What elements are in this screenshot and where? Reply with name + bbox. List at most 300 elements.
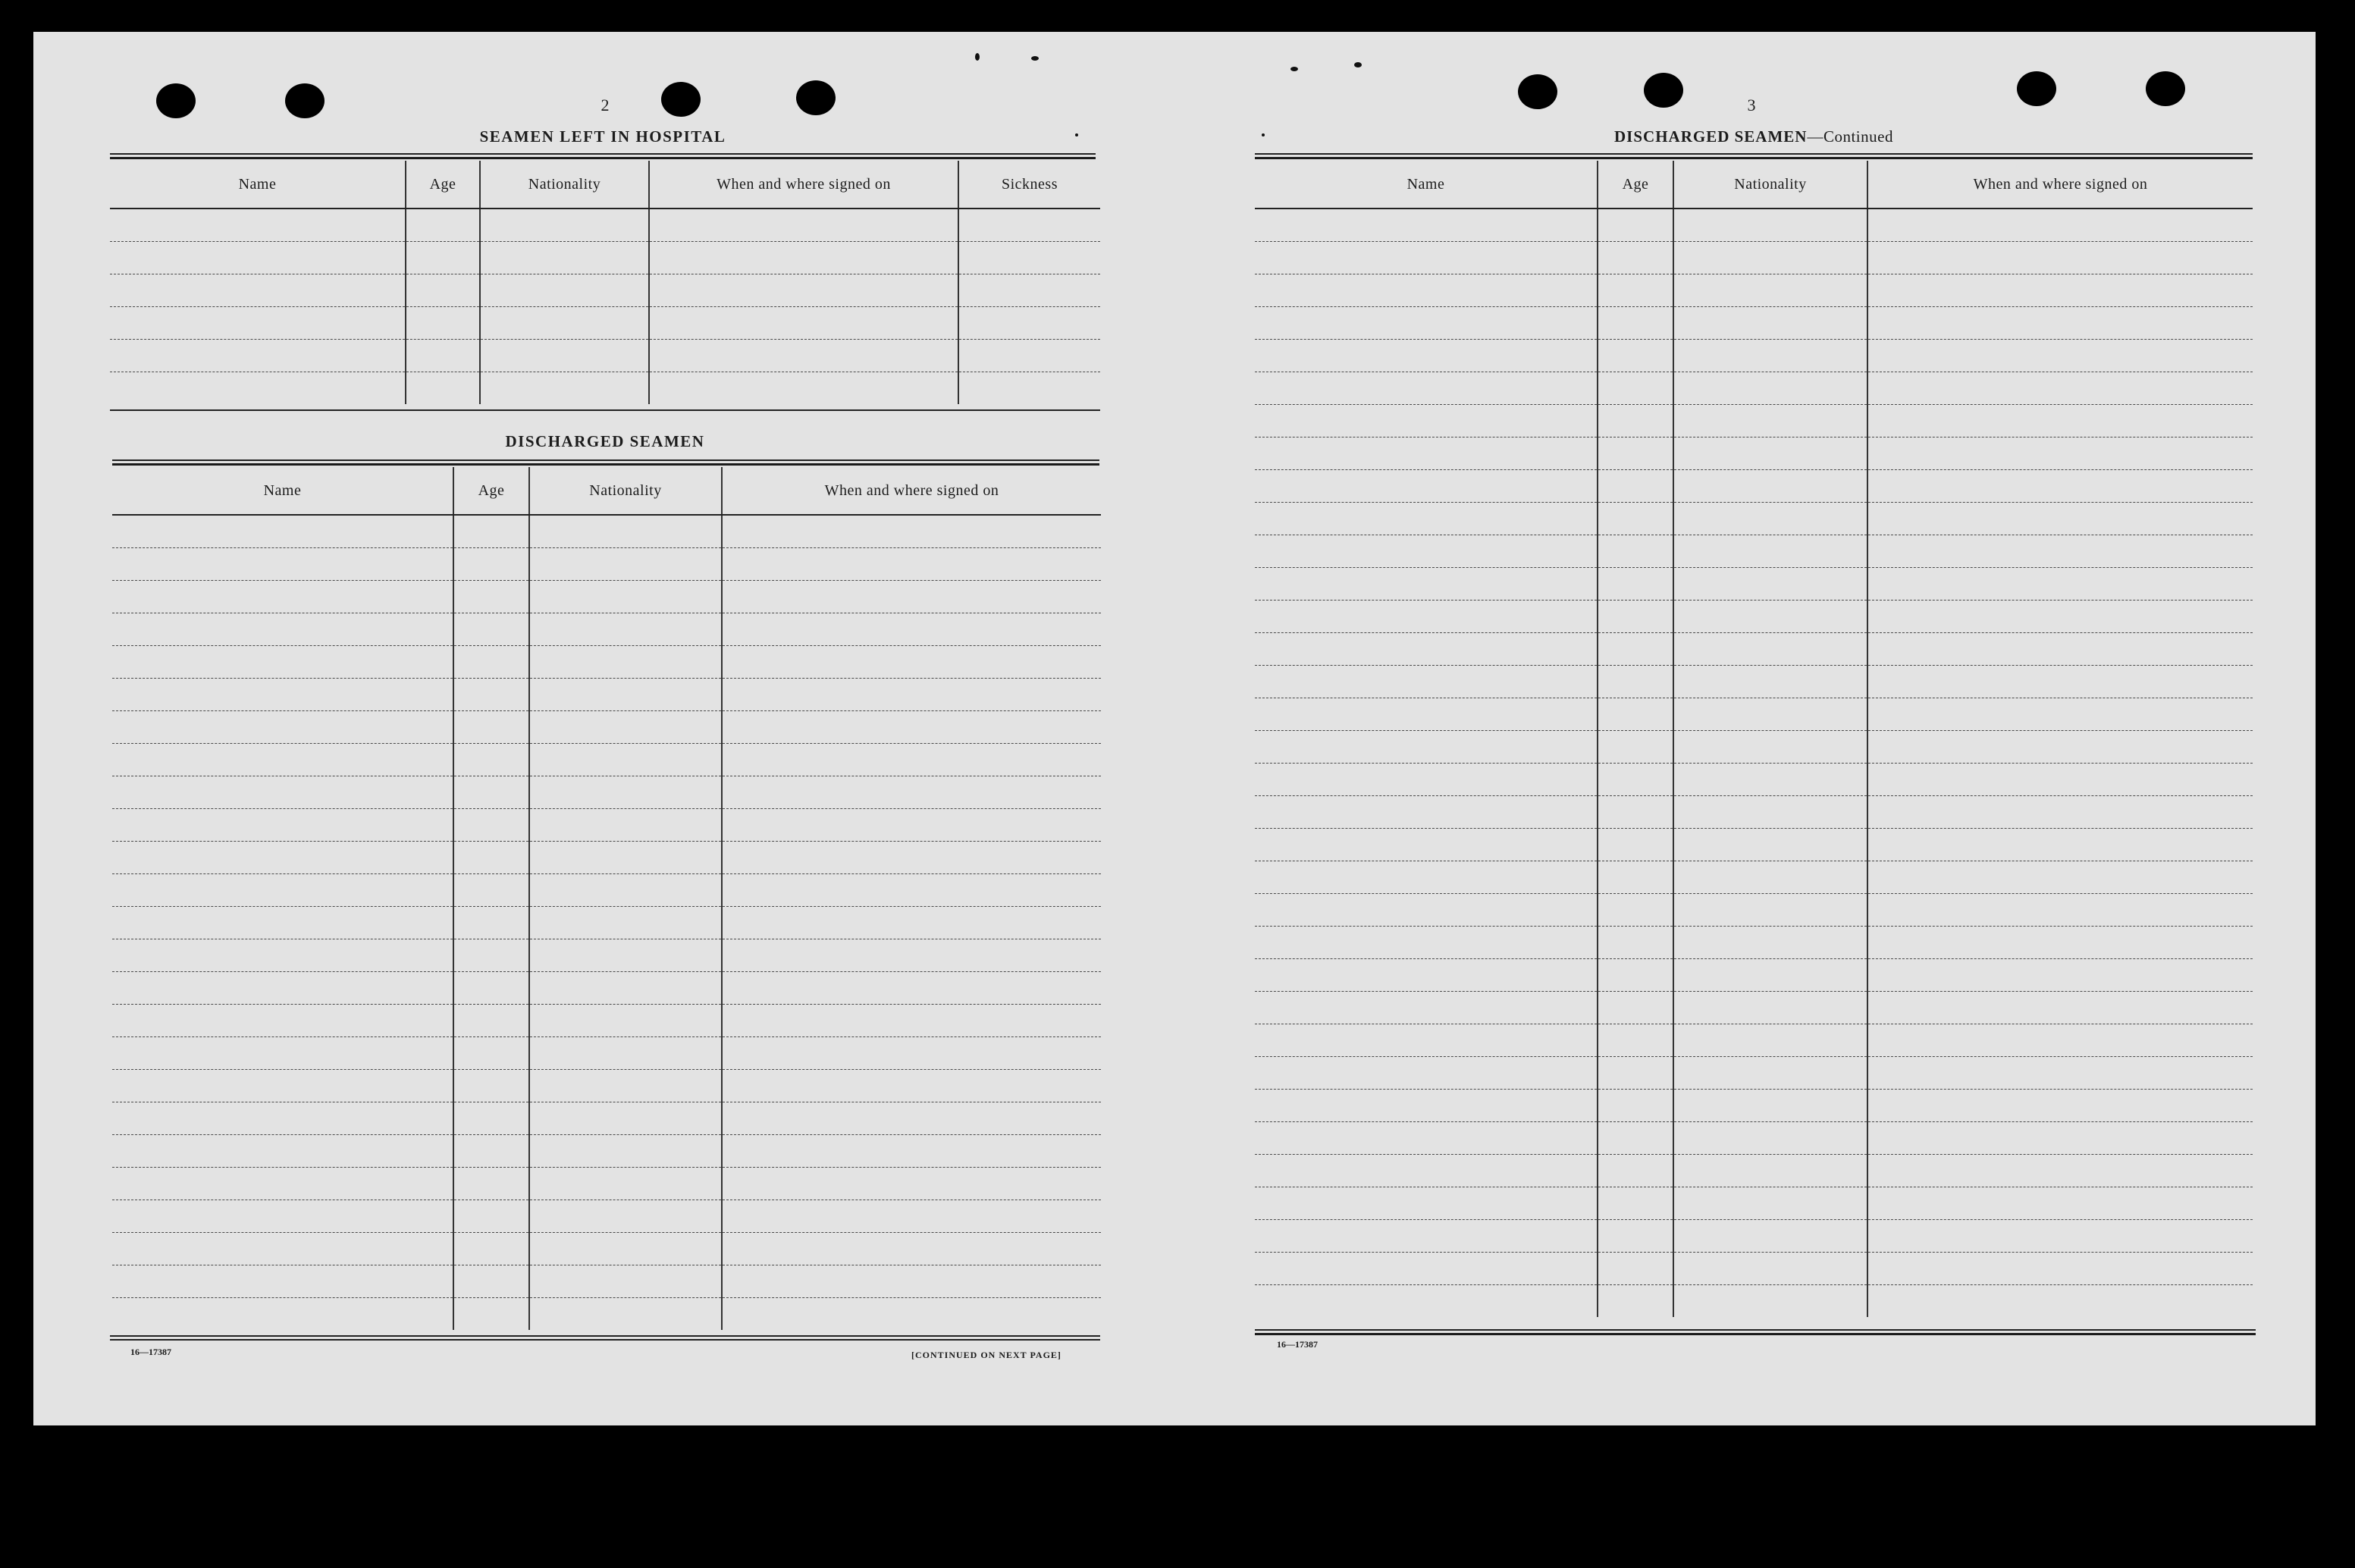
punch-hole bbox=[2146, 71, 2185, 106]
speck bbox=[1290, 67, 1298, 71]
form-number: 16—17387 bbox=[130, 1347, 171, 1357]
table-cell bbox=[1867, 894, 2253, 927]
table-cell bbox=[110, 307, 406, 340]
table-cell bbox=[1598, 242, 1673, 274]
table-cell bbox=[112, 842, 453, 874]
table-cell bbox=[112, 679, 453, 711]
table-row bbox=[1255, 1024, 2253, 1057]
table-cell bbox=[453, 744, 529, 776]
table-row bbox=[112, 1037, 1101, 1070]
rule bbox=[110, 1339, 1100, 1341]
table-row bbox=[1255, 340, 2253, 372]
table-row bbox=[110, 242, 1100, 274]
table-cell bbox=[722, 874, 1101, 907]
table-row bbox=[1255, 601, 2253, 633]
table-cell bbox=[1255, 405, 1598, 437]
table-cell bbox=[1255, 503, 1598, 535]
table-cell bbox=[406, 242, 480, 274]
table-cell bbox=[110, 340, 406, 372]
table-cell bbox=[1867, 959, 2253, 992]
table-cell bbox=[722, 1265, 1101, 1298]
table-cell bbox=[112, 515, 453, 548]
table-cell bbox=[1673, 437, 1867, 470]
table-cell bbox=[722, 515, 1101, 548]
table-cell bbox=[1673, 274, 1867, 307]
table-cell bbox=[529, 1037, 722, 1070]
speck bbox=[975, 53, 980, 61]
table-cell bbox=[112, 1037, 453, 1070]
table-row bbox=[112, 613, 1101, 646]
table-cell bbox=[112, 613, 453, 646]
speck bbox=[1031, 56, 1039, 61]
table-cell bbox=[1598, 1122, 1673, 1155]
table-row bbox=[1255, 1122, 2253, 1155]
table-cell bbox=[1598, 601, 1673, 633]
table-row bbox=[1255, 307, 2253, 340]
table-row bbox=[112, 744, 1101, 776]
table-cell bbox=[1673, 894, 1867, 927]
table-cell bbox=[453, 1135, 529, 1168]
table-cell bbox=[529, 1070, 722, 1102]
table-cell bbox=[1673, 698, 1867, 731]
form-number: 16—17387 bbox=[1277, 1339, 1318, 1350]
table-cell bbox=[1673, 992, 1867, 1024]
table-cell bbox=[529, 1102, 722, 1135]
table-cell bbox=[1867, 764, 2253, 796]
table-row bbox=[1255, 242, 2253, 274]
table-cell bbox=[1867, 503, 2253, 535]
table-cell bbox=[649, 274, 958, 307]
table-row bbox=[112, 1200, 1101, 1233]
table-cell bbox=[112, 874, 453, 907]
table-cell bbox=[110, 242, 406, 274]
table-cell bbox=[1867, 405, 2253, 437]
table-cell bbox=[1598, 992, 1673, 1024]
table-cell bbox=[722, 679, 1101, 711]
table-cell bbox=[1867, 1090, 2253, 1122]
table-cell bbox=[1598, 666, 1673, 698]
table-cell bbox=[1673, 731, 1867, 764]
table-cell bbox=[722, 1005, 1101, 1037]
column-header-signed-on: When and where signed on bbox=[1867, 161, 2253, 209]
discharged-continued-title-text: DISCHARGED SEAMEN bbox=[1614, 127, 1808, 146]
table-cell bbox=[1255, 340, 1598, 372]
table-cell bbox=[1867, 340, 2253, 372]
table-cell bbox=[529, 515, 722, 548]
table-cell bbox=[649, 307, 958, 340]
table-cell bbox=[722, 842, 1101, 874]
table-cell bbox=[529, 1168, 722, 1200]
table-cell bbox=[1255, 1187, 1598, 1220]
hospital-section-title bbox=[110, 127, 1096, 146]
table-row bbox=[112, 809, 1101, 842]
table-cell bbox=[112, 1070, 453, 1102]
table-cell bbox=[1598, 1187, 1673, 1220]
table-row bbox=[110, 340, 1100, 372]
table-row bbox=[112, 939, 1101, 972]
table-cell bbox=[1673, 1285, 1867, 1318]
table-cell bbox=[112, 972, 453, 1005]
table-row bbox=[1255, 1253, 2253, 1285]
table-cell bbox=[1598, 731, 1673, 764]
table-row bbox=[112, 972, 1101, 1005]
punch-hole bbox=[2017, 71, 2056, 106]
table-cell bbox=[1598, 470, 1673, 503]
table-cell bbox=[480, 340, 649, 372]
table-cell bbox=[722, 972, 1101, 1005]
table-cell bbox=[1598, 1220, 1673, 1253]
table-row bbox=[1255, 829, 2253, 861]
table-cell bbox=[529, 679, 722, 711]
table-row bbox=[112, 874, 1101, 907]
table-cell bbox=[112, 1005, 453, 1037]
table-cell bbox=[453, 711, 529, 744]
table-cell bbox=[529, 972, 722, 1005]
table-cell bbox=[1255, 1057, 1598, 1090]
table-cell bbox=[958, 307, 1100, 340]
table-row bbox=[1255, 470, 2253, 503]
table-row bbox=[112, 1102, 1101, 1135]
rule bbox=[1255, 157, 2253, 159]
table-cell bbox=[529, 646, 722, 679]
table-cell bbox=[112, 711, 453, 744]
hospital-section-title-text: SEAMEN LEFT IN HOSPITAL bbox=[479, 127, 726, 146]
table-row bbox=[1255, 764, 2253, 796]
table-row bbox=[110, 209, 1100, 242]
table-row bbox=[1255, 796, 2253, 829]
table-cell bbox=[1673, 633, 1867, 666]
table-cell bbox=[1255, 1285, 1598, 1318]
table-header-row bbox=[1255, 161, 2253, 209]
table-cell bbox=[722, 711, 1101, 744]
table-cell bbox=[1255, 927, 1598, 959]
column-header-signed-on: When and where signed on bbox=[649, 161, 958, 209]
table-row bbox=[1255, 209, 2253, 242]
table-cell bbox=[1673, 829, 1867, 861]
table-cell bbox=[1598, 307, 1673, 340]
table-cell bbox=[1673, 1220, 1867, 1253]
table-cell bbox=[722, 1298, 1101, 1331]
table-cell bbox=[722, 1168, 1101, 1200]
punch-hole bbox=[285, 83, 325, 118]
table-row bbox=[112, 1298, 1101, 1331]
punch-hole bbox=[1518, 74, 1557, 109]
rule bbox=[110, 157, 1096, 159]
table-cell bbox=[529, 907, 722, 939]
table-row bbox=[1255, 535, 2253, 568]
table-cell bbox=[529, 809, 722, 842]
table-cell bbox=[1867, 1220, 2253, 1253]
table-cell bbox=[1673, 209, 1867, 242]
table-cell bbox=[1673, 1057, 1867, 1090]
speck bbox=[1354, 62, 1362, 67]
table-cell bbox=[453, 939, 529, 972]
table-cell bbox=[1255, 437, 1598, 470]
column-header-age: Age bbox=[1598, 161, 1673, 209]
column-header-name: Name bbox=[110, 161, 406, 209]
table-row bbox=[112, 1005, 1101, 1037]
table-cell bbox=[649, 209, 958, 242]
table-row bbox=[112, 842, 1101, 874]
table-row bbox=[1255, 1220, 2253, 1253]
table-cell bbox=[1673, 1155, 1867, 1187]
table-cell bbox=[453, 548, 529, 581]
table-row bbox=[112, 1265, 1101, 1298]
table-cell bbox=[480, 274, 649, 307]
table-cell bbox=[1598, 1253, 1673, 1285]
table-cell bbox=[406, 372, 480, 405]
table-cell bbox=[1598, 894, 1673, 927]
table-row bbox=[1255, 372, 2253, 405]
table-cell bbox=[1673, 959, 1867, 992]
title-suffix: —Continued bbox=[1807, 127, 1893, 146]
table-cell bbox=[722, 1135, 1101, 1168]
table-cell bbox=[112, 1233, 453, 1265]
table-row bbox=[1255, 405, 2253, 437]
table-cell bbox=[406, 307, 480, 340]
table-cell bbox=[110, 274, 406, 307]
table-cell bbox=[1867, 698, 2253, 731]
table-cell bbox=[1673, 1122, 1867, 1155]
table-cell bbox=[453, 646, 529, 679]
punch-hole bbox=[796, 80, 836, 115]
table-cell bbox=[1598, 209, 1673, 242]
column-header-nationality: Nationality bbox=[529, 467, 722, 515]
table-body bbox=[112, 515, 1101, 1330]
table-cell bbox=[1255, 992, 1598, 1024]
table-cell bbox=[1867, 437, 2253, 470]
table-row bbox=[110, 274, 1100, 307]
table-cell bbox=[1673, 372, 1867, 405]
table-cell bbox=[453, 679, 529, 711]
table-cell bbox=[1867, 274, 2253, 307]
table-cell bbox=[453, 776, 529, 809]
table-cell bbox=[529, 581, 722, 613]
table-cell bbox=[529, 1298, 722, 1331]
table-cell bbox=[1255, 242, 1598, 274]
table-cell bbox=[1867, 242, 2253, 274]
table-cell bbox=[1255, 1155, 1598, 1187]
table-cell bbox=[112, 939, 453, 972]
table-cell bbox=[1673, 927, 1867, 959]
table-cell bbox=[722, 581, 1101, 613]
table-cell bbox=[1598, 959, 1673, 992]
table-cell bbox=[722, 907, 1101, 939]
table-cell bbox=[453, 1102, 529, 1135]
table-row bbox=[1255, 894, 2253, 927]
column-header-nationality: Nationality bbox=[1673, 161, 1867, 209]
table-cell bbox=[1867, 1187, 2253, 1220]
table-cell bbox=[529, 613, 722, 646]
table-cell bbox=[1255, 959, 1598, 992]
table-cell bbox=[1867, 1155, 2253, 1187]
table-row bbox=[1255, 1057, 2253, 1090]
table-cell bbox=[1598, 1090, 1673, 1122]
discharged-table bbox=[112, 467, 1101, 1330]
discharged-continued-table bbox=[1255, 161, 2253, 1317]
table-cell bbox=[1867, 796, 2253, 829]
table-row bbox=[112, 1168, 1101, 1200]
table-cell bbox=[480, 242, 649, 274]
table-cell bbox=[1255, 698, 1598, 731]
table-cell bbox=[1867, 1057, 2253, 1090]
discharged-section-title-text: DISCHARGED SEAMEN bbox=[505, 432, 705, 450]
table-cell bbox=[453, 515, 529, 548]
table-cell bbox=[1255, 829, 1598, 861]
table-cell bbox=[722, 1233, 1101, 1265]
rule bbox=[110, 153, 1096, 155]
table-cell bbox=[1255, 764, 1598, 796]
table-cell bbox=[1867, 666, 2253, 698]
table-cell bbox=[453, 1168, 529, 1200]
rule bbox=[1255, 1329, 2256, 1331]
table-cell bbox=[1598, 796, 1673, 829]
table-cell bbox=[1255, 274, 1598, 307]
column-header-name: Name bbox=[112, 467, 453, 515]
column-header-nationality: Nationality bbox=[480, 161, 649, 209]
table-cell bbox=[1673, 1253, 1867, 1285]
table-cell bbox=[958, 372, 1100, 405]
table-row bbox=[112, 1233, 1101, 1265]
table-cell bbox=[1598, 1024, 1673, 1057]
table-row bbox=[1255, 437, 2253, 470]
table-cell bbox=[1867, 568, 2253, 601]
table-cell bbox=[453, 1233, 529, 1265]
table-cell bbox=[453, 842, 529, 874]
table-cell bbox=[1255, 1253, 1598, 1285]
table-cell bbox=[1673, 1187, 1867, 1220]
table-cell bbox=[1867, 1122, 2253, 1155]
table-cell bbox=[1673, 796, 1867, 829]
table-cell bbox=[722, 1102, 1101, 1135]
table-cell bbox=[722, 744, 1101, 776]
table-cell bbox=[453, 809, 529, 842]
table-cell bbox=[722, 939, 1101, 972]
table-body bbox=[110, 209, 1100, 404]
table-cell bbox=[112, 1168, 453, 1200]
column-header-age: Age bbox=[406, 161, 480, 209]
table-cell bbox=[112, 646, 453, 679]
table-cell bbox=[480, 209, 649, 242]
table-cell bbox=[406, 340, 480, 372]
table-row bbox=[1255, 633, 2253, 666]
table-cell bbox=[112, 809, 453, 842]
table-cell bbox=[1867, 829, 2253, 861]
table-row bbox=[112, 548, 1101, 581]
table-cell bbox=[406, 209, 480, 242]
table-cell bbox=[453, 1037, 529, 1070]
table-cell bbox=[1598, 829, 1673, 861]
table-cell bbox=[722, 1200, 1101, 1233]
table-cell bbox=[1867, 1253, 2253, 1285]
table-cell bbox=[1598, 535, 1673, 568]
table-cell bbox=[649, 340, 958, 372]
table-cell bbox=[453, 613, 529, 646]
rule bbox=[110, 1335, 1100, 1337]
table-cell bbox=[1255, 470, 1598, 503]
table-cell bbox=[1255, 666, 1598, 698]
discharged-continued-title bbox=[1255, 127, 2253, 146]
table-cell bbox=[112, 907, 453, 939]
table-cell bbox=[1255, 861, 1598, 894]
table-cell bbox=[529, 711, 722, 744]
table-cell bbox=[1255, 731, 1598, 764]
table-cell bbox=[1673, 861, 1867, 894]
table-cell bbox=[1598, 503, 1673, 535]
table-cell bbox=[1867, 1024, 2253, 1057]
table-row bbox=[112, 711, 1101, 744]
table-row bbox=[1255, 927, 2253, 959]
table-cell bbox=[529, 1265, 722, 1298]
table-cell bbox=[649, 372, 958, 405]
rule bbox=[110, 409, 1100, 411]
table-cell bbox=[1255, 372, 1598, 405]
rule bbox=[1255, 153, 2253, 155]
table-cell bbox=[529, 744, 722, 776]
table-row bbox=[112, 646, 1101, 679]
table-cell bbox=[453, 874, 529, 907]
table-cell bbox=[1598, 340, 1673, 372]
table-cell bbox=[1598, 633, 1673, 666]
table-cell bbox=[722, 1070, 1101, 1102]
rule bbox=[112, 459, 1099, 461]
table-cell bbox=[112, 1265, 453, 1298]
table-cell bbox=[1867, 307, 2253, 340]
table-cell bbox=[1255, 633, 1598, 666]
table-cell bbox=[480, 372, 649, 405]
table-cell bbox=[112, 744, 453, 776]
table-row bbox=[110, 372, 1100, 405]
punch-hole bbox=[1644, 73, 1683, 108]
table-cell bbox=[529, 939, 722, 972]
table-cell bbox=[1255, 894, 1598, 927]
table-row bbox=[1255, 568, 2253, 601]
table-cell bbox=[529, 548, 722, 581]
table-cell bbox=[722, 548, 1101, 581]
punch-hole bbox=[156, 83, 196, 118]
table-row bbox=[112, 907, 1101, 939]
table-cell bbox=[1598, 274, 1673, 307]
table-row bbox=[1255, 274, 2253, 307]
table-cell bbox=[1598, 698, 1673, 731]
table-cell bbox=[1255, 1090, 1598, 1122]
column-header-signed-on: When and where signed on bbox=[722, 467, 1101, 515]
table-cell bbox=[1867, 209, 2253, 242]
table-cell bbox=[722, 809, 1101, 842]
table-cell bbox=[1255, 209, 1598, 242]
table-cell bbox=[958, 274, 1100, 307]
table-cell bbox=[649, 242, 958, 274]
table-cell bbox=[1673, 242, 1867, 274]
table-cell bbox=[453, 972, 529, 1005]
table-cell bbox=[1673, 307, 1867, 340]
page-number: 3 bbox=[1747, 96, 1756, 114]
table-cell bbox=[112, 581, 453, 613]
page-number: 2 bbox=[601, 96, 610, 114]
table-cell bbox=[453, 1070, 529, 1102]
table-row bbox=[1255, 1155, 2253, 1187]
table-cell bbox=[1673, 568, 1867, 601]
table-cell bbox=[1867, 372, 2253, 405]
table-cell bbox=[1255, 1220, 1598, 1253]
rule bbox=[1255, 1333, 2256, 1335]
table-cell bbox=[1673, 470, 1867, 503]
table-cell bbox=[1255, 1024, 1598, 1057]
table-cell bbox=[112, 1102, 453, 1135]
continued-note: [CONTINUED ON NEXT PAGE] bbox=[911, 1350, 1061, 1360]
table-cell bbox=[529, 1200, 722, 1233]
table-cell bbox=[112, 1200, 453, 1233]
